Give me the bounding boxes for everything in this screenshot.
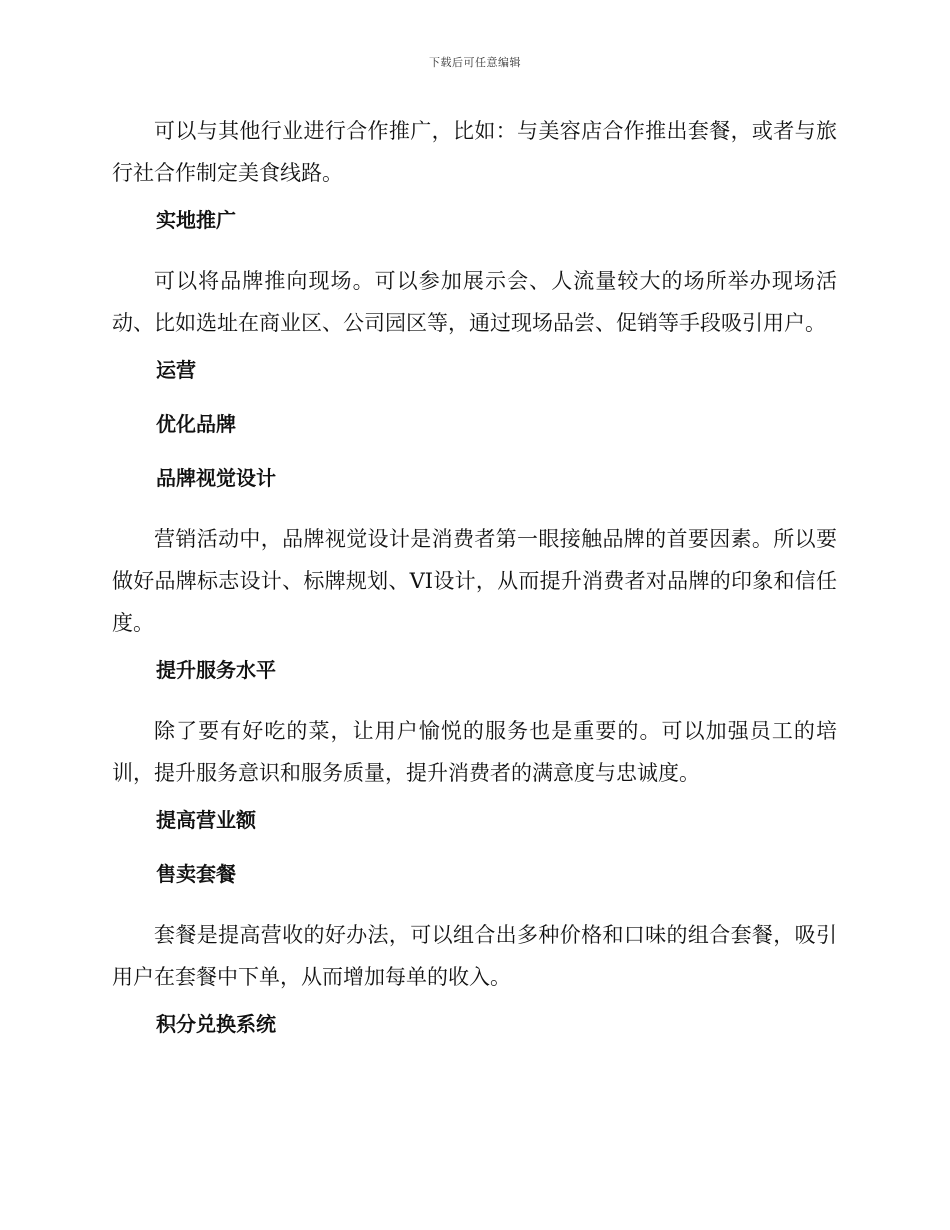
heading-points-exchange: 积分兑换系统 (156, 1012, 276, 1036)
heading-optimize-brand: 优化品牌 (156, 412, 236, 436)
heading-operations: 运营 (156, 358, 196, 382)
heading-onsite-promotion: 实地推广 (156, 208, 236, 232)
paragraph-sell-combos: 套餐是提高营收的好办法，可以组合出多种价格和口味的组合套餐，吸引用户在套餐中下单，从而增加每单的收入。 (112, 923, 837, 989)
paragraph-brand-visual-design: 营销活动中，品牌视觉设计是消费者第一眼接触品牌的首要因素。所以要做好品牌标志设计、标牌规划、VI设计，从而提升消费者对品牌的印象和信任度。 (112, 527, 837, 635)
document-body (112, 110, 837, 1064)
heading-increase-revenue: 提高营业额 (156, 808, 256, 832)
page-header: 下载后可任意编辑 (429, 56, 521, 69)
paragraph-onsite-promotion: 可以将品牌推向现场。可以参加展示会、人流量较大的场所举办现场活动、比如选址在商业区、公司园区等，通过现场品尝、促销等手段吸引用户。 (112, 269, 837, 335)
heading-improve-service: 提升服务水平 (156, 658, 276, 682)
paragraph-cooperation-promotion: 可以与其他行业进行合作推广，比如：与美容店合作推出套餐，或者与旅行社合作制定美食线路。 (112, 119, 837, 185)
paragraph-improve-service: 除了要有好吃的菜，让用户愉悦的服务也是重要的。可以加强员工的培训，提升服务意识和服务质量，提升消费者的满意度与忠诚度。 (112, 719, 837, 785)
heading-sell-combos: 售卖套餐 (156, 862, 236, 886)
heading-brand-visual-design: 品牌视觉设计 (156, 466, 276, 490)
